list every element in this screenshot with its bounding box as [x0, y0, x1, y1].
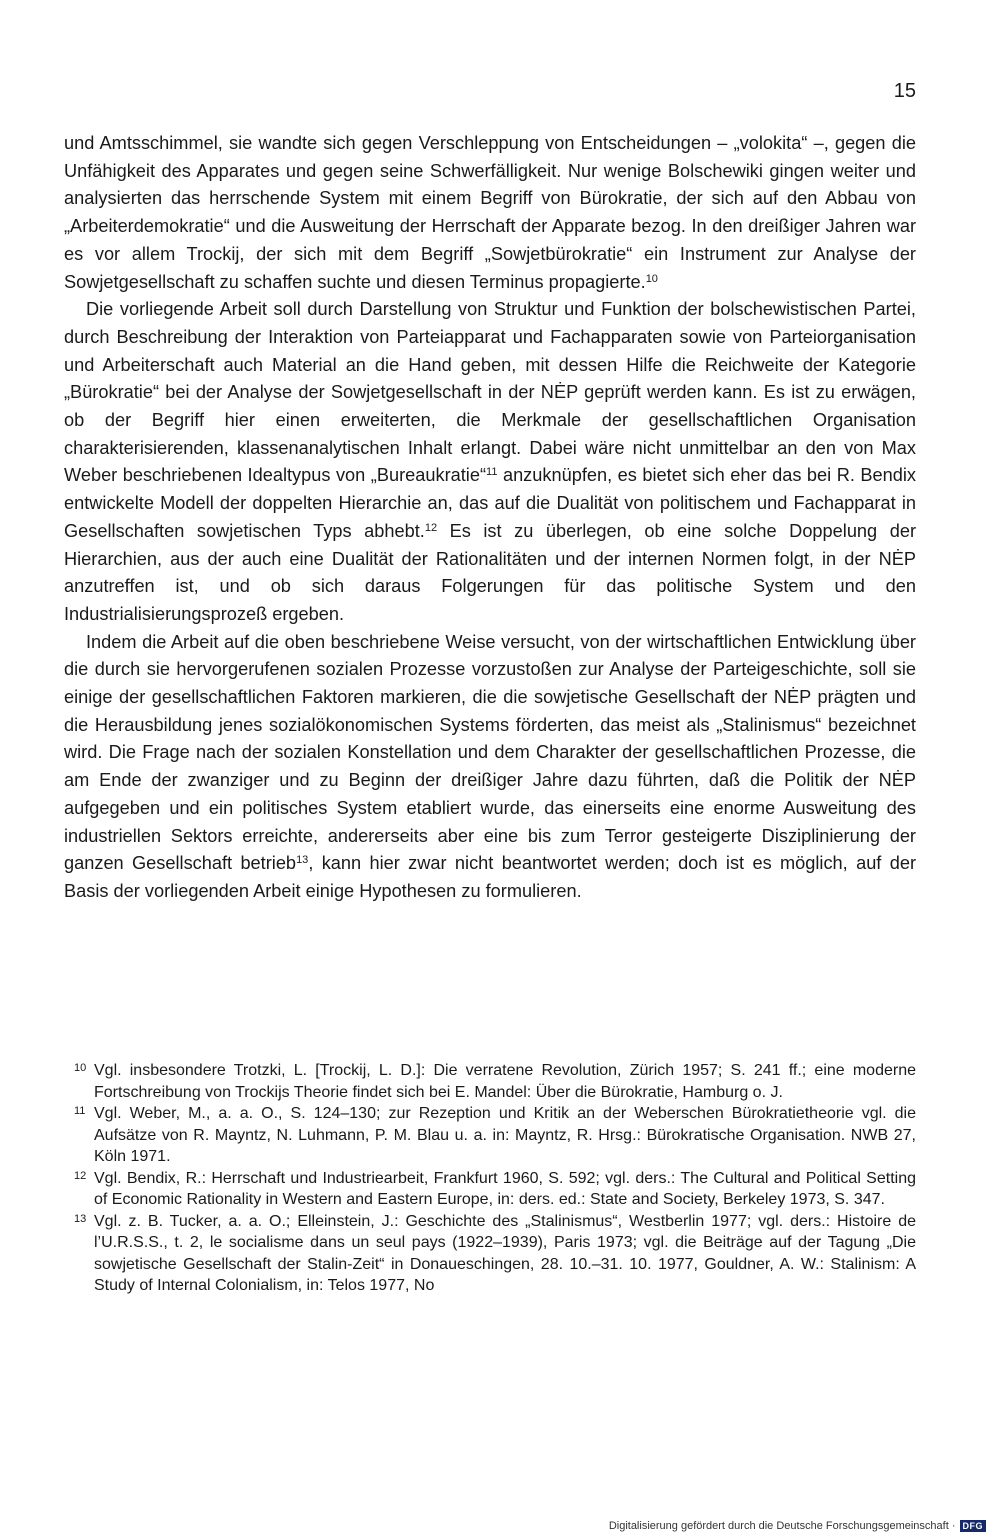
dfg-logo: DFG: [960, 1520, 987, 1532]
paragraph: [64, 629, 916, 906]
footnote-text: Vgl. insbesondere Trotzki, L. [Trockij, L. D.]: Die verratene Revolution, Zürich 1957; S. 241 ff.; eine moderne Fortschreibung von Trockijs Theorie findet sich bei E. Mandel: Über die Bürokratie, Hamburg o. J.: [94, 1062, 916, 1101]
text-run: Indem die Arbeit auf die oben beschriebene Weise versucht, von der wirtschaftlichen Entwicklung über die durch sie hervorgerufenen sozialen Prozesse vorzustoßen zur Analyse der Parteigeschichte, soll sie einige der gesellschaftlichen Faktoren markieren, die die sowjetische Gesellschaft der NĖP prägten und die Herausbildung jenes sozialökonomischen Systems förderten, das meist als „Stalinismus“ bezeichnet wird. Die Frage nach der sozialen Konstellation und dem Charakter der gesellschaftlichen Prozesse, die am Ende der zwanziger und zu Beginn der dreißiger Jahre dazu führten, daß die Politik der NĖP aufgegeben und ein politisches System etabliert wurde, das einerseits eine enorme Ausweitung des industriellen Sektors erreichte, andererseits aber eine bis zum Terror gesteigerte Disziplinierung der ganzen Gesellschaft betrieb: [64, 631, 916, 874]
footnote-number: 13: [74, 1212, 87, 1225]
footnote-ref: 11: [486, 466, 498, 479]
footnote: [64, 1168, 916, 1211]
footnote: [64, 1103, 916, 1168]
footnote-text: Vgl. Weber, M., a. a. O., S. 124–130; zur Rezeption und Kritik an der Weberschen Bürokratietheorie vgl. die Aufsätze von R. Mayntz, N. Luhmann, P. M. Blau u. a. in: Mayntz, R. Hrsg.: Bürokratische Organisation. NWB 27, Köln 1971.: [94, 1105, 916, 1165]
paragraph: [64, 130, 916, 296]
footnote-text: Vgl. z. B. Tucker, a. a. O.; Elleinstein, J.: Geschichte des „Stalinismus“, Westberlin 1977; vgl. ders.: Histoire de l’U.R.S.S., t. 2, le socialisme dans un seul pays (1922–1939), Paris 1973; vgl. die Beiträge auf der Tagung „Die sowjetische Gesellschaft der Stalin-Zeit“ in Donaueschingen, 28. 10.–31. 10. 1977, Gouldner, A. W.: Stalinism: A Study of Internal Colonialism, in: Telos 1977, No: [94, 1212, 916, 1294]
footnote-text: Vgl. Bendix, R.: Herrschaft und Industriearbeit, Frankfurt 1960, S. 592; vgl. ders.: The Cultural and Political Setting of Economic Rationality in Western and Eastern Europe, in: ders. ed.: State and Society, Berkeley 1973, S. 347.: [94, 1169, 916, 1208]
paragraph: [64, 296, 916, 628]
footer-text: Digitalisierung gefördert durch die Deutsche Forschungsgemeinschaft ·: [608, 1520, 956, 1532]
footnote-number: 12: [74, 1169, 87, 1182]
footnotes: [64, 1060, 916, 1297]
footnote-number: 10: [74, 1062, 87, 1074]
body-text: [64, 130, 916, 906]
text-run: und Amtsschimmel, sie wandte sich gegen Verschleppung von Entscheidungen – „volokita“ –, gegen die Unfähigkeit des Apparates und gegen seine Schwerfälligkeit. Nur wenige Bolschewiki gingen weiter und analysierten das herrschende System mit einem Begriff von Bürokratie, der sich auf den Abbau von „Arbeiterdemokratie“ und die Ausweitung der Herrschaft der Apparate bezog. In den dreißiger Jahren war es vor allem Trockij, der sich mit dem Begriff „Sowjetbürokratie“ ein Instrument zur Analyse der Sowjetgesellschaft zu schaffen suchte und diesen Terminus propagierte.: [64, 133, 916, 292]
text-run: Die vorliegende Arbeit soll durch Darstellung von Struktur und Funktion der bolschewistischen Partei, durch Beschreibung der Interaktion von Parteiapparat und Fachapparaten sowie von Parteiorganisation und Arbeiterschaft auch Material an die Hand geben, mit dessen Hilfe die Reichweite der Kategorie „Bürokratie“ bei der Analyse der Sowjetgesellschaft in der NĖP geprüft werden kann. Es ist zu erwägen, ob der Begriff hier einen erweiterten, die Merkmale der gesellschaftlichen Organisation charakterisierenden, klassenanalytischen Inhalt erlangt. Dabei wäre nicht unmittelbar an den von Max Weber beschriebenen Idealtypus von „Bureaukratie“: [64, 299, 916, 486]
footnote-ref: 13: [296, 854, 309, 867]
footnote: [64, 1211, 916, 1297]
footnote-ref: 12: [424, 521, 438, 534]
text-run: anzuknüpfen, es bietet sich eher das bei R. Bendix entwickelte Modell der doppelten Hierarchie an, das auf die Dualität von politischem und Fachapparat in Gesellschaften sowjetischen Typs abhebt.: [64, 465, 916, 541]
footnote: [64, 1060, 916, 1103]
text-run: Es ist zu überlegen, ob eine solche Doppelung der Hierarchien, aus der auch eine Dualität der Rationalitäten und der internen Normen folgt, in der NĖP anzutreffen ist, und ob sich daraus Folgerungen für das politische System und den Industrialisierungsprozeß ergeben.: [64, 520, 916, 624]
page-number: 15: [893, 80, 916, 102]
digitization-footer: [609, 1520, 986, 1532]
text-run: , kann hier zwar nicht beantwortet werden; doch ist es möglich, auf der Basis der vorliegenden Arbeit einige Hypothesen zu formulieren.: [64, 853, 916, 901]
footnote-ref: 10: [645, 272, 658, 285]
footnote-number: 11: [74, 1105, 86, 1117]
